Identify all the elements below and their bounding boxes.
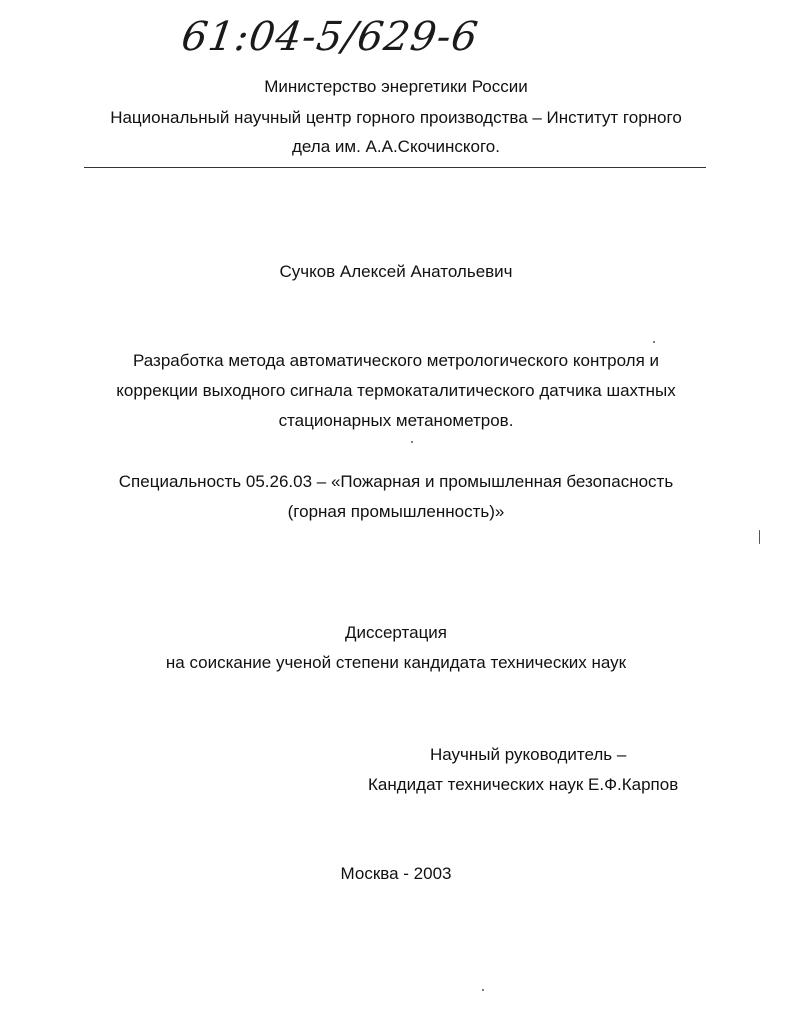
ministry-name: Министерство энергетики России (264, 77, 528, 96)
thesis-title-line1: Разработка метода автоматического метрологического контроля и (133, 351, 659, 370)
handwritten-archive-code: 61:04-5/629-6 (178, 14, 482, 60)
scan-speck (653, 341, 655, 343)
header-divider (84, 167, 706, 168)
degree-line: на соискание ученой степени кандидата технических наук (165, 653, 627, 672)
dissertation-label: Диссертация (344, 623, 448, 642)
institution-name-line1: Национальный научный центр горного производства – Институт горного (110, 108, 682, 127)
specialty-line2: (горная промышленность)» (287, 502, 505, 521)
author-name: Сучков Алексей Анатольевич (279, 262, 513, 281)
thesis-title-line2: коррекции выходного сигнала термокаталитического датчика шахтных (116, 381, 676, 400)
specialty-line1: Специальность 05.26.03 – «Пожарная и промышленная безопасность (118, 472, 674, 491)
scan-speck (759, 530, 760, 544)
supervisor-name: Кандидат технических наук Е.Ф.Карпов (368, 775, 679, 794)
scan-speck (411, 441, 413, 443)
place-and-year: Москва - 2003 (340, 864, 452, 883)
thesis-title-line3: стационарных метанометров. (278, 411, 514, 430)
supervisor-label: Научный руководитель – (430, 745, 627, 764)
scan-speck (482, 989, 484, 991)
institution-name-line2: дела им. А.А.Скочинского. (292, 137, 500, 156)
